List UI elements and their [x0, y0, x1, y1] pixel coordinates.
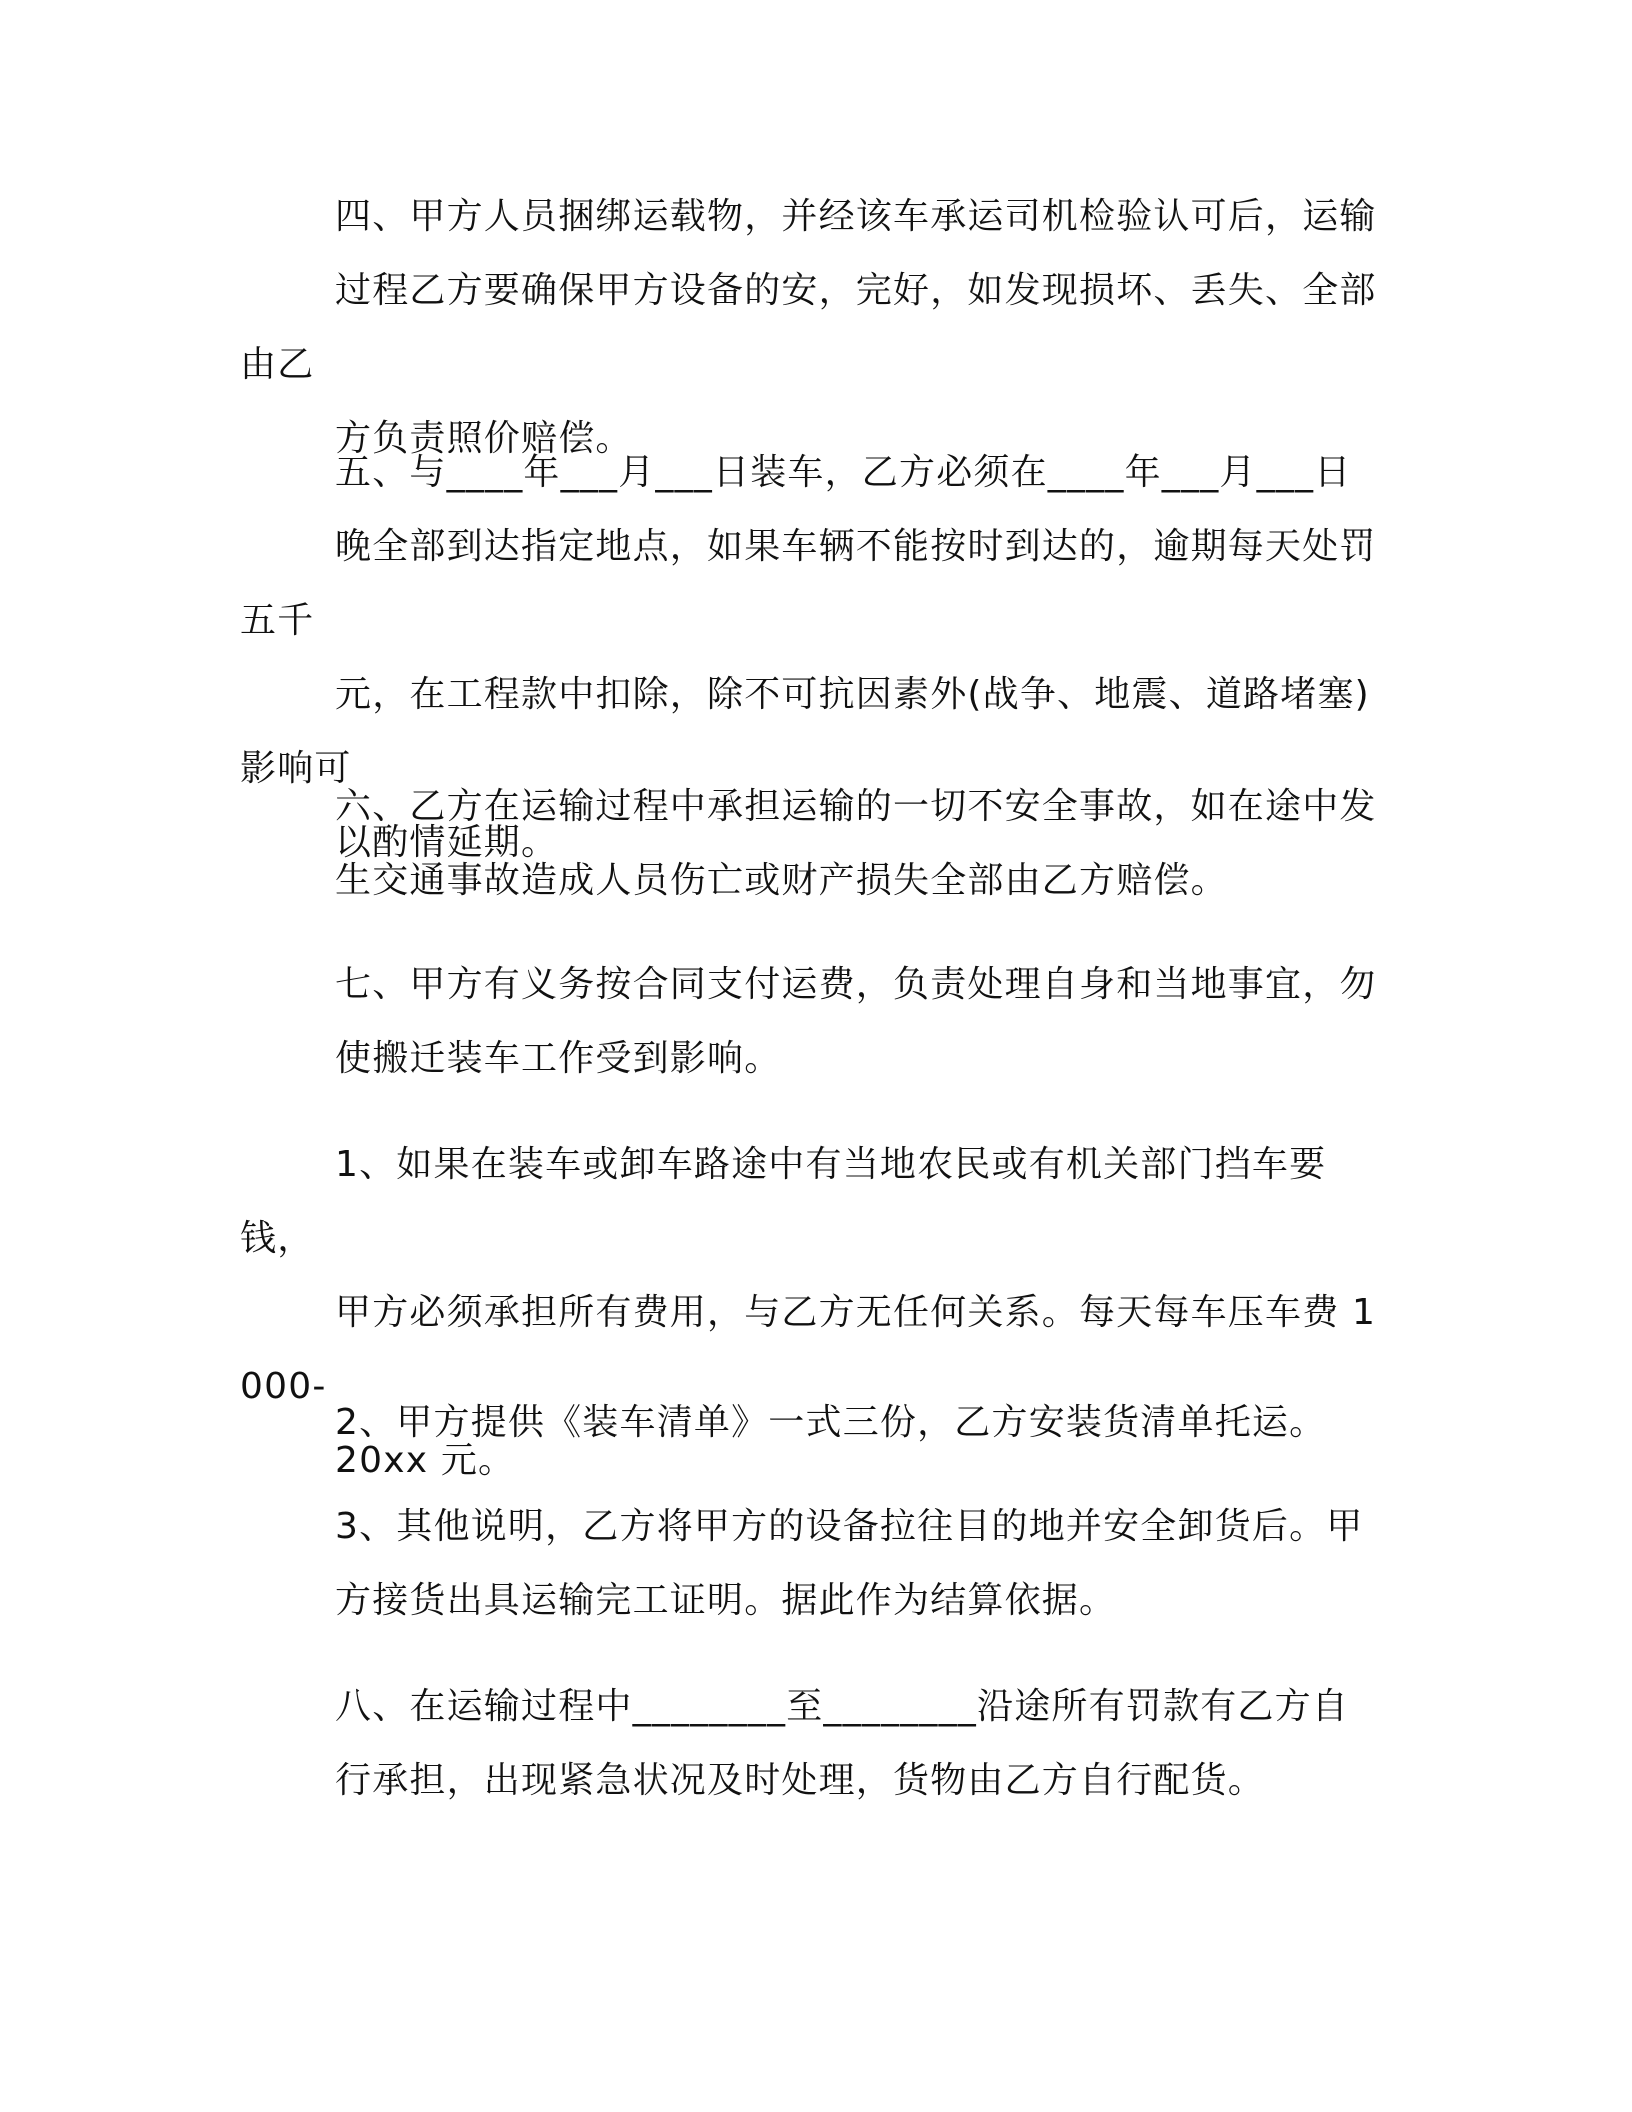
text-line: 2、甲方提供《装车清单》一式三份，乙方安装货清单托运。	[335, 1402, 1327, 1443]
text-line: 行承担，出现紧急状况及时处理，货物由乙方自行配货。	[335, 1760, 1266, 1801]
text-line: 八、在运输过程中________至________沿途所有罚款有乙方自	[335, 1686, 1350, 1727]
clause-7-3-paragraph	[240, 1490, 1400, 1638]
text-line: 晚全部到达指定地点，如果车辆不能按时到达的，逾期每天处罚五千	[240, 526, 1377, 641]
clause-7-paragraph	[240, 948, 1400, 1096]
text-line: 3、其他说明，乙方将甲方的设备拉往目的地并安全卸货后。甲	[335, 1506, 1364, 1547]
clause-8-paragraph	[240, 1670, 1400, 1818]
text-line: 四、甲方人员捆绑运载物，并经该车承运司机检验认可后，运输	[335, 196, 1377, 237]
clause-4-paragraph	[240, 180, 1400, 476]
text-line: 方接货出具运输完工证明。据此作为结算依据。	[335, 1580, 1117, 1621]
clause-7-2-paragraph	[240, 1386, 1400, 1460]
text-line: 过程乙方要确保甲方设备的安，完好，如发现损坏、丢失、全部由乙	[240, 270, 1377, 385]
clause-6-paragraph	[240, 770, 1400, 918]
text-line: 六、乙方在运输过程中承担运输的一切不安全事故，如在途中发	[335, 786, 1377, 827]
text-line: 五、与____年___月___日装车，乙方必须在____年___月___日	[335, 452, 1352, 493]
text-line: 七、甲方有义务按合同支付运费，负责处理自身和当地事宜，勿	[335, 964, 1377, 1005]
text-line: 元，在工程款中扣除，除不可抗因素外(战争、地震、道路堵塞)影响可	[240, 674, 1370, 789]
text-line: 使搬迁装车工作受到影响。	[335, 1038, 782, 1079]
text-line: 方负责照价赔偿。	[335, 418, 633, 459]
text-line: 以酌情延期。	[335, 822, 559, 863]
text-line: 1、如果在装车或卸车路途中有当地农民或有机关部门挡车要钱，	[240, 1144, 1327, 1259]
text-line: 生交通事故造成人员伤亡或财产损失全部由乙方赔偿。	[335, 860, 1228, 901]
text-line: 20xx 元。	[335, 1440, 516, 1481]
text-line: 甲方必须承担所有费用，与乙方无任何关系。每天每车压车费 1000-	[240, 1292, 1377, 1407]
